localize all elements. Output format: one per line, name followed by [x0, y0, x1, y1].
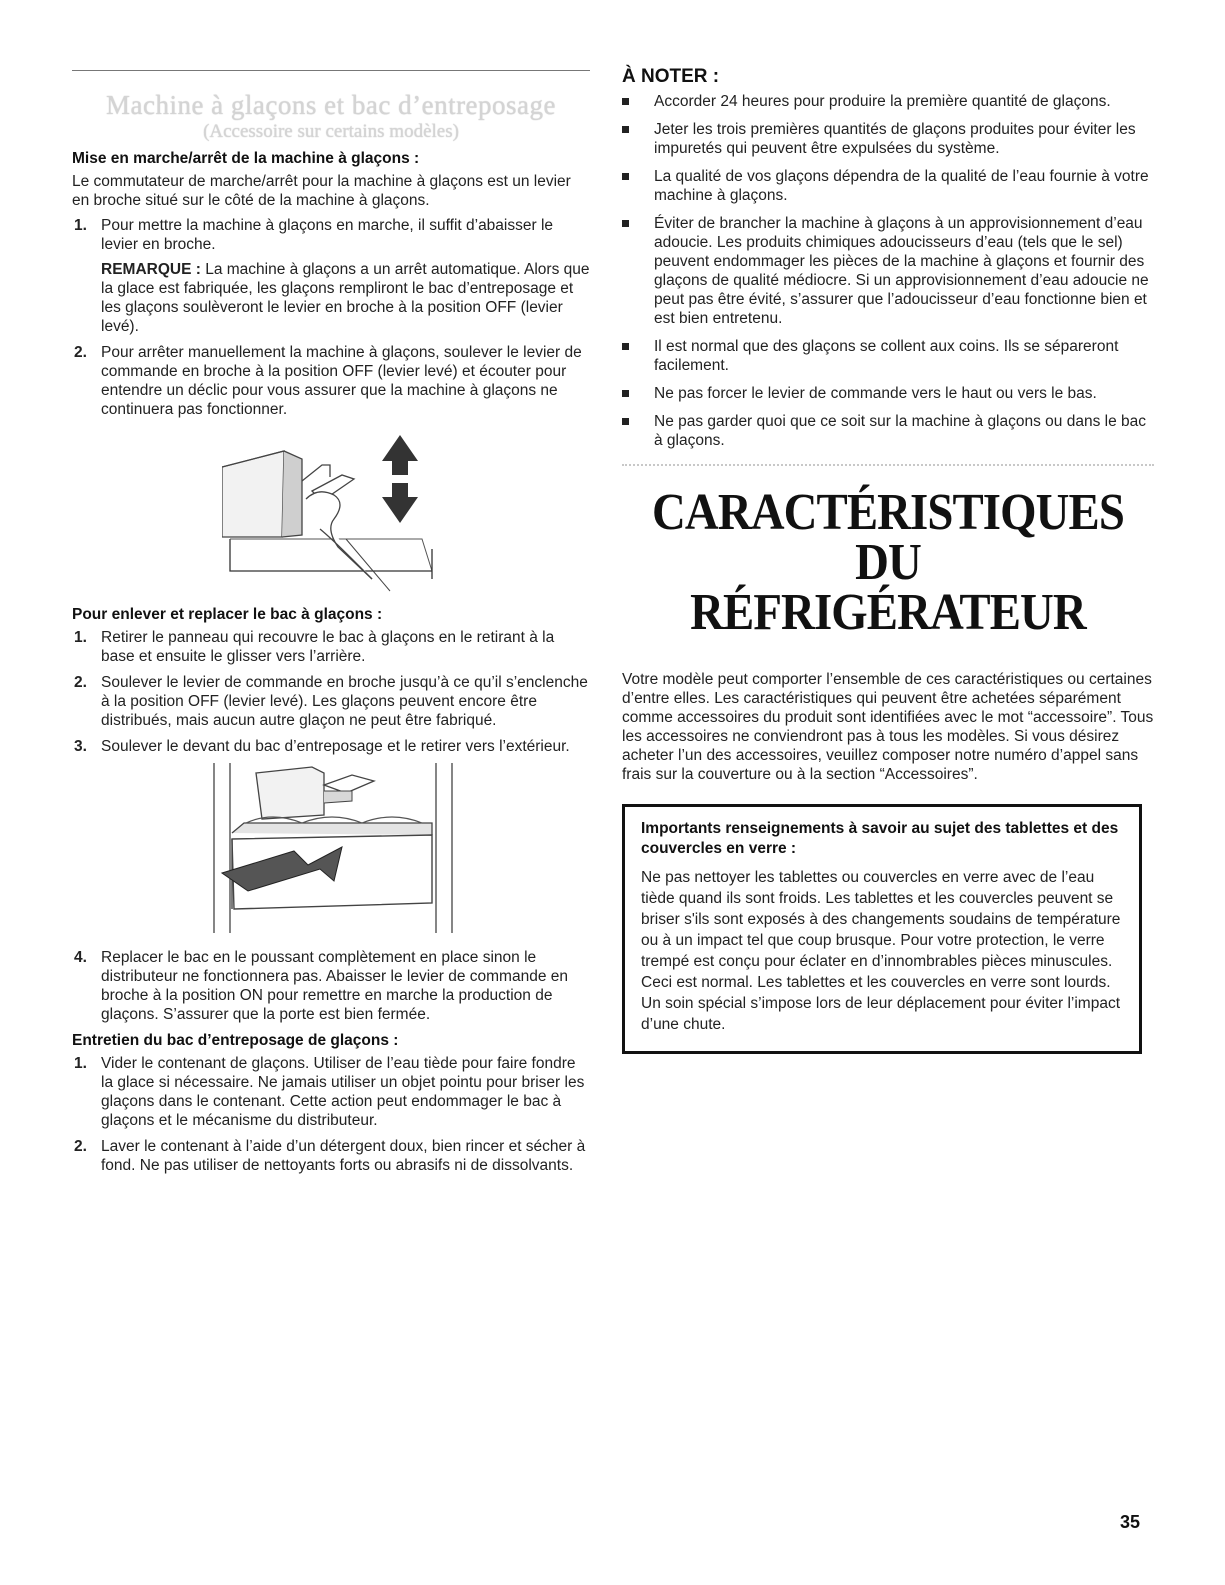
step-text: Vider le contenant de glaçons. Utiliser de l’eau tiède pour faire fondre la glace si nécessaire. Ne jamais utiliser un objet pointu pour briser les glaçons dans le contenant. Cette action peut endommager le bac à glaçons et le mécanisme du distributeur. [101, 1055, 585, 1129]
remove-step-4 [72, 948, 590, 1024]
list-item [72, 343, 590, 419]
ice-bin-removal-illustration [212, 763, 472, 938]
note-text: Il est normal que des glaçons se collent aux coins. Ils se sépareront facilement. [654, 338, 1119, 374]
bullet-square-icon [622, 98, 629, 105]
section-title: Machine à glaçons et bac d’entreposage [105, 90, 557, 120]
note-text: Ne pas forcer le levier de commande vers le haut ou vers le bas. [654, 385, 1097, 402]
care-heading: Entretien du bac d’entreposage de glaçons : [72, 1032, 399, 1049]
section-divider [622, 464, 1154, 466]
remark [101, 260, 590, 336]
left-column [72, 70, 590, 1182]
step-number: 2. [74, 674, 87, 691]
remove-heading: Pour enlever et replacer le bac à glaçons : [72, 606, 383, 623]
list-item [72, 1054, 590, 1130]
note-text: Accorder 24 heures pour produire la première quantité de glaçons. [654, 93, 1111, 110]
warning-text: Ne pas nettoyer les tablettes ou couvercles en verre avec de l’eau tiède quand ils sont froids. Les tablettes et les couvercles peuvent se briser s'ils sont exposés à des changements soudains de température ou à un impact tel que coup brusque. Pour votre protection, le verre trempé est conçu pour éclater en d’innombrables pièces minuscules. Ceci est normal. Les tablettes et les couvercles en verre sont lourds. Un soin spécial s’impose lors de leur déplacement pour éviter l’impact d’une chute. [641, 869, 1121, 1033]
bullet-square-icon [622, 390, 629, 397]
remark-text: La machine à glaçons a un arrêt automatique. Alors que la glace est fabriquée, les glaçons rempliront le bac d’entreposage et les glaçons soulèveront le levier en broche à la position OFF (levier levé). [101, 261, 590, 335]
step-text: Soulever le devant du bac d’entreposage et le retirer vers l’extérieur. [101, 738, 570, 755]
features-intro: Votre modèle peut comporter l’ensemble de ces caractéristiques ou certaines d’entre elles. Les caractéristiques qui peuvent être achetées séparément comme accessoires du produit sont identifiées avec le mot “accessoire”. Tous les accessoires ne conviendront pas à tous les modèles. Si vous désirez acheter l’un des accessoires, veuillez composer notre numéro d’appel sans frais sur la couverture ou à la section “Accessoires”. [622, 671, 1154, 783]
list-item [72, 673, 590, 730]
step-number: 1. [74, 217, 87, 234]
bullet-square-icon [622, 173, 629, 180]
list-item [622, 92, 1154, 111]
remove-steps [72, 628, 590, 756]
list-item [72, 737, 590, 756]
note-text: Ne pas garder quoi que ce soit sur la machine à glaçons ou dans le bac à glaçons. [654, 413, 1146, 449]
glass-shelf-warning-box [622, 804, 1142, 1054]
list-item [622, 167, 1154, 205]
step-number: 2. [74, 1138, 87, 1155]
onoff-intro: Le commutateur de marche/arrêt pour la machine à glaçons est un levier en broche situé sur le côté de la machine à glaçons. [72, 173, 571, 209]
list-item [72, 628, 590, 666]
step-text: Laver le contenant à l’aide d’un détergent doux, bien rincer et sécher à fond. Ne pas utiliser de nettoyants forts ou abrasifs ni de dissolvants. [101, 1138, 586, 1174]
list-item [622, 337, 1154, 375]
step-text: Retirer le panneau qui recouvre le bac à glaçons en le retirant à la base et ensuite le glisser vers l’arrière. [101, 629, 555, 665]
right-column [622, 66, 1154, 1054]
warning-heading: Importants renseignements à savoir au sujet des tablettes et des couvercles en verre : [641, 820, 1119, 857]
note-list [622, 92, 1154, 450]
step-number: 1. [74, 629, 87, 646]
list-item [622, 412, 1154, 450]
icemaker-lever-illustration [222, 429, 462, 599]
page-number: 35 [1120, 1512, 1141, 1532]
bullet-square-icon [622, 126, 629, 133]
list-item [72, 216, 590, 336]
step-number: 3. [74, 738, 87, 755]
bullet-square-icon [622, 343, 629, 350]
list-item [622, 120, 1154, 158]
step-number: 1. [74, 1055, 87, 1072]
note-text: La qualité de vos glaçons dépendra de la qualité de l’eau fournie à votre machine à glaçons. [654, 168, 1149, 204]
bullet-square-icon [622, 418, 629, 425]
step-text: Pour mettre la machine à glaçons en marche, il suffit d’abaisser le levier en broche. [101, 217, 554, 253]
features-title [649, 484, 1128, 641]
list-item [72, 1137, 590, 1175]
step-text: Pour arrêter manuellement la machine à glaçons, soulever le levier de commande en broche à la position OFF (levier levé) et écouter pour entendre un déclic pour vous assurer que la machine à glaçons ne continuera pas fonctionner. [101, 344, 582, 418]
note-text: Jeter les trois premières quantités de glaçons produites pour éviter les impuretés qui peuvent être expulsées du système. [654, 121, 1136, 157]
note-heading: À NOTER : [622, 66, 720, 87]
features-title-line-2: RÉFRIGÉRATEUR [690, 584, 1086, 641]
care-steps [72, 1054, 590, 1175]
step-text: Replacer le bac en le poussant complètement en place sinon le distributeur ne fonctionnera pas. Abaisser le levier de commande en broche à la position ON pour remettre en marche la production de glaçons. S’assurer que la porte est bien fermée. [101, 949, 568, 1023]
remark-label: REMARQUE : [101, 261, 201, 278]
note-text: Éviter de brancher la machine à glaçons à un approvisionnement d’eau adoucie. Les produits chimiques adoucisseurs d’eau (tels que le sel) peuvent endommager les pièces de la machine à glaçons et fournir des glaçons de qualité médiocre. Si un approvisionnement d’eau adoucie ne peut pas être évité, s’assurer que l’adoucisseur d’eau fonctionne bien et est bien entretenu. [654, 215, 1149, 327]
bullet-square-icon [622, 220, 629, 227]
onoff-steps [72, 216, 590, 419]
top-divider [72, 70, 590, 71]
step-text: Soulever le levier de commande en broche jusqu’à ce qu’il s’enclenche à la position OFF (levier levé). Les glaçons peuvent encore être distribués, mais aucun autre glaçon ne peut être fabriqué. [101, 674, 588, 729]
section-subtitle: (Accessoire sur certains modèles) [203, 121, 459, 142]
step-number: 4. [74, 949, 87, 966]
step-number: 2. [74, 344, 87, 361]
features-title-line-1: CARACTÉRISTIQUES DU [652, 484, 1124, 591]
onoff-heading: Mise en marche/arrêt de la machine à glaçons : [72, 150, 420, 167]
list-item [622, 384, 1154, 403]
list-item [72, 948, 590, 1024]
list-item [622, 214, 1154, 328]
